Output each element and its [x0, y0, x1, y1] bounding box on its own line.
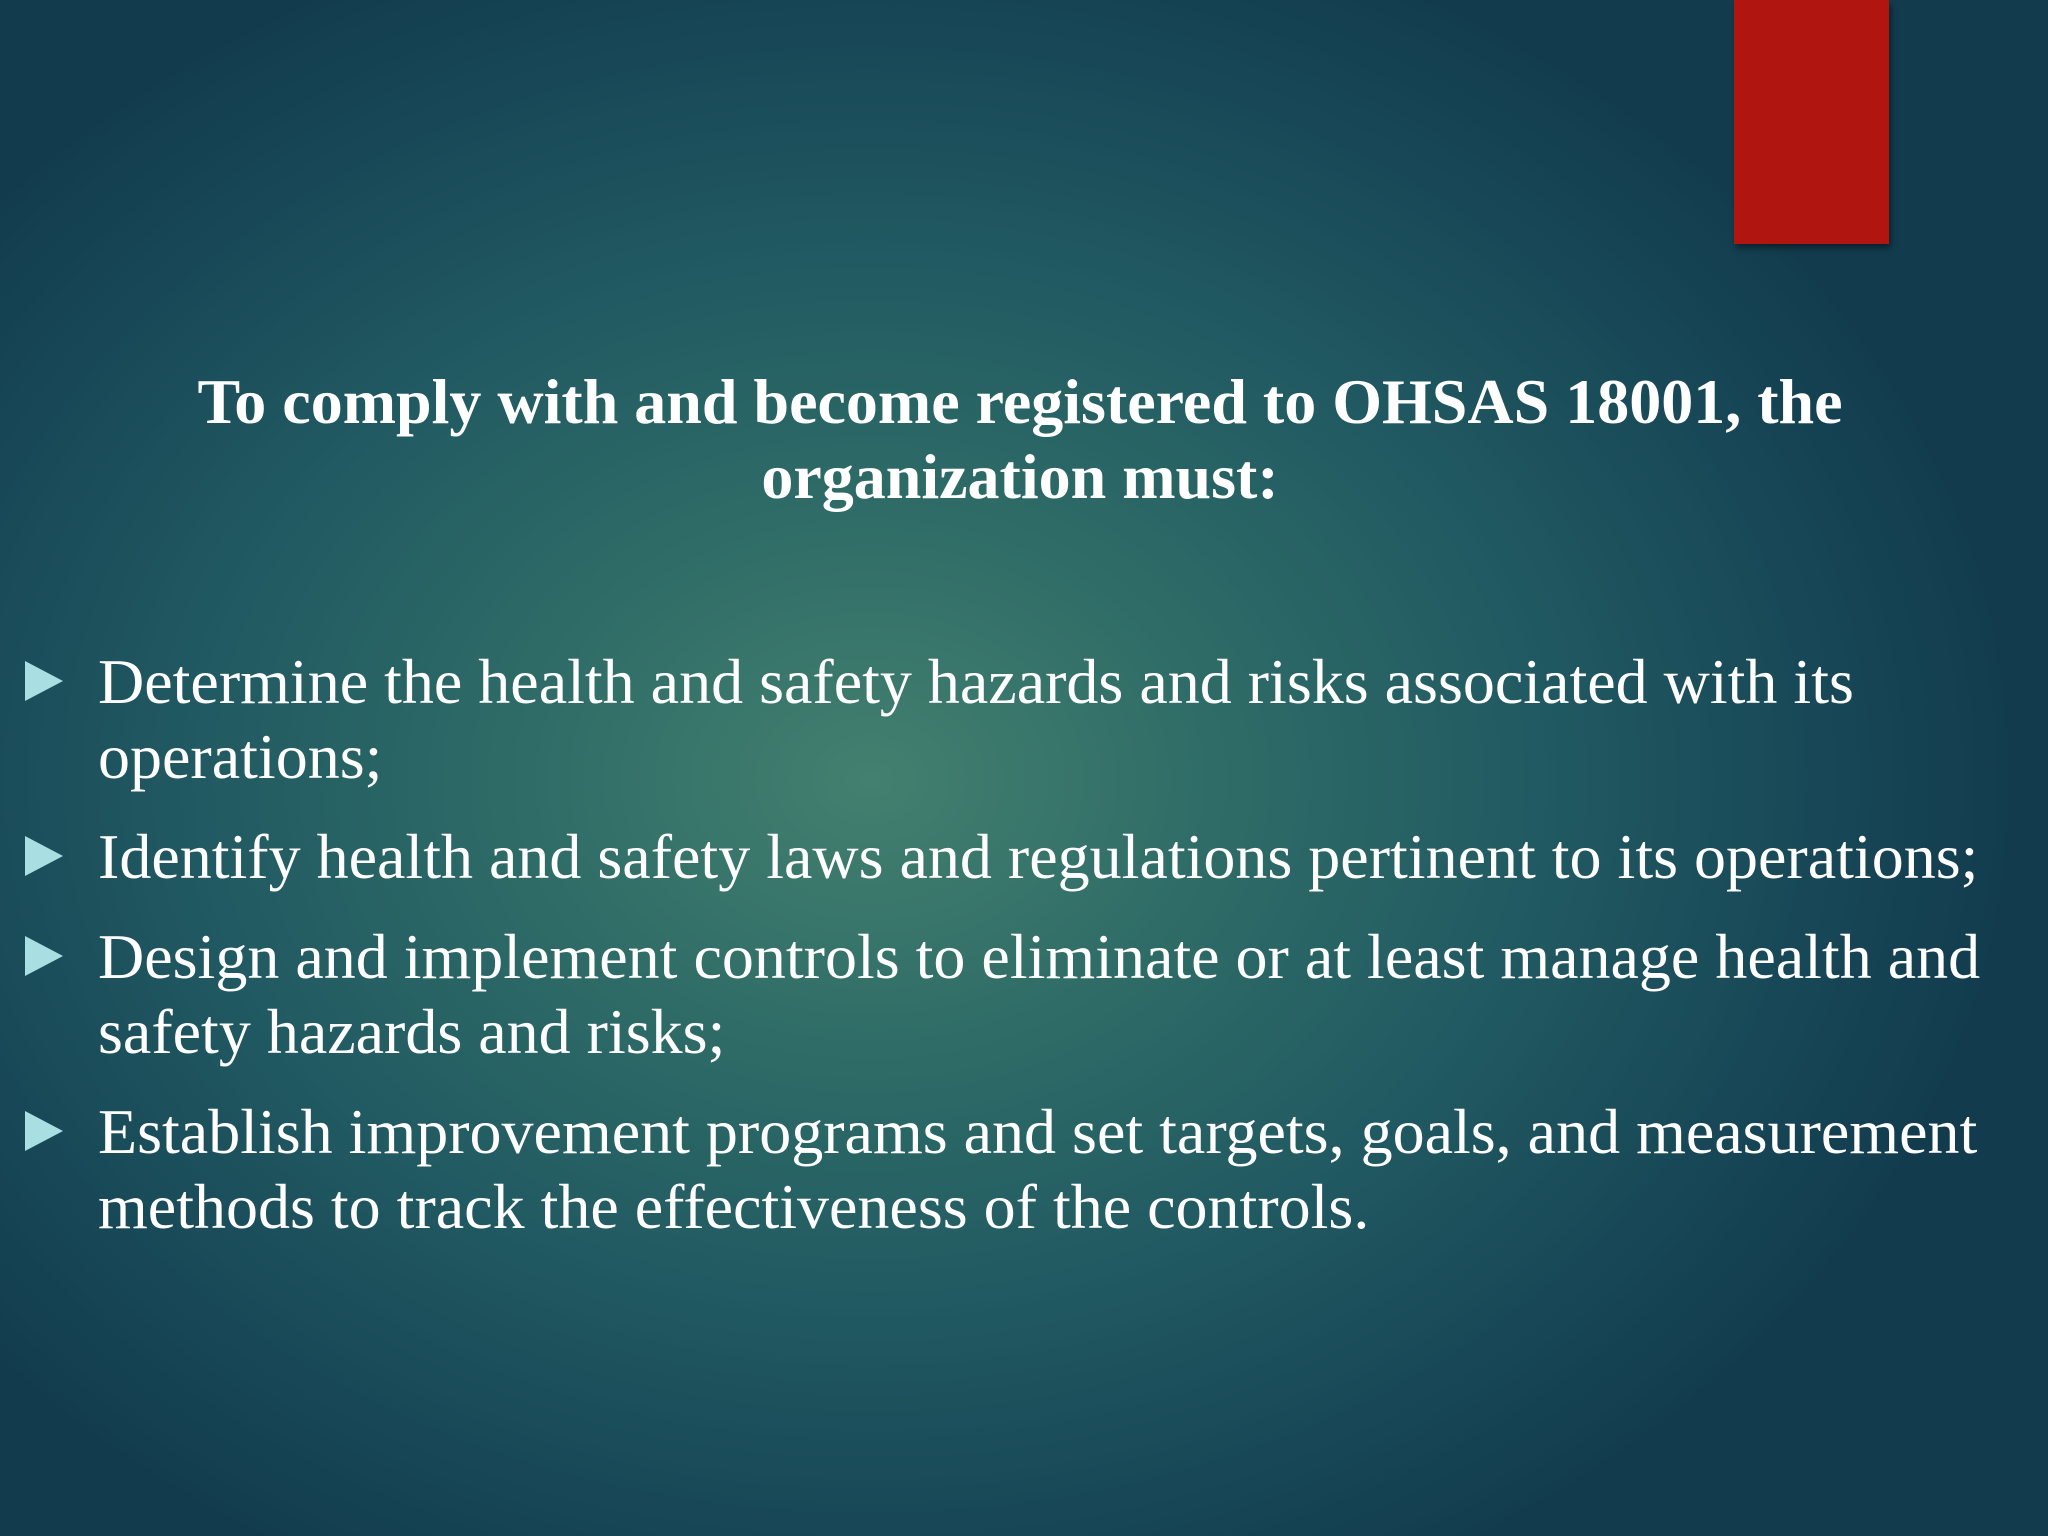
bullet-text: Determine the health and safety hazards and risks associated with its operations;	[98, 646, 1854, 792]
slide-heading: To comply with and become registered to OHSAS 18001, the organization must:	[197, 366, 1843, 512]
bullet-text: Design and implement controls to eliminate or at least manage health and safety hazards and risks;	[98, 921, 1981, 1067]
bullet-item	[0, 1094, 2048, 1244]
triangle-right-icon	[25, 661, 63, 701]
triangle-right-icon	[25, 1111, 63, 1151]
triangle-right-icon	[25, 936, 63, 976]
bullet-text: Identify health and safety laws and regulations pertinent to its operations;	[98, 821, 1979, 892]
bullet-list	[0, 644, 2048, 1269]
bullet-text: Establish improvement programs and set targets, goals, and measurement methods to track the effectiveness of the controls.	[98, 1096, 1978, 1242]
bullet-item	[0, 919, 2048, 1069]
bullet-item	[0, 819, 2048, 894]
bullet-item	[0, 644, 2048, 794]
triangle-right-icon	[25, 836, 63, 876]
red-accent-bar	[1734, 0, 1889, 244]
